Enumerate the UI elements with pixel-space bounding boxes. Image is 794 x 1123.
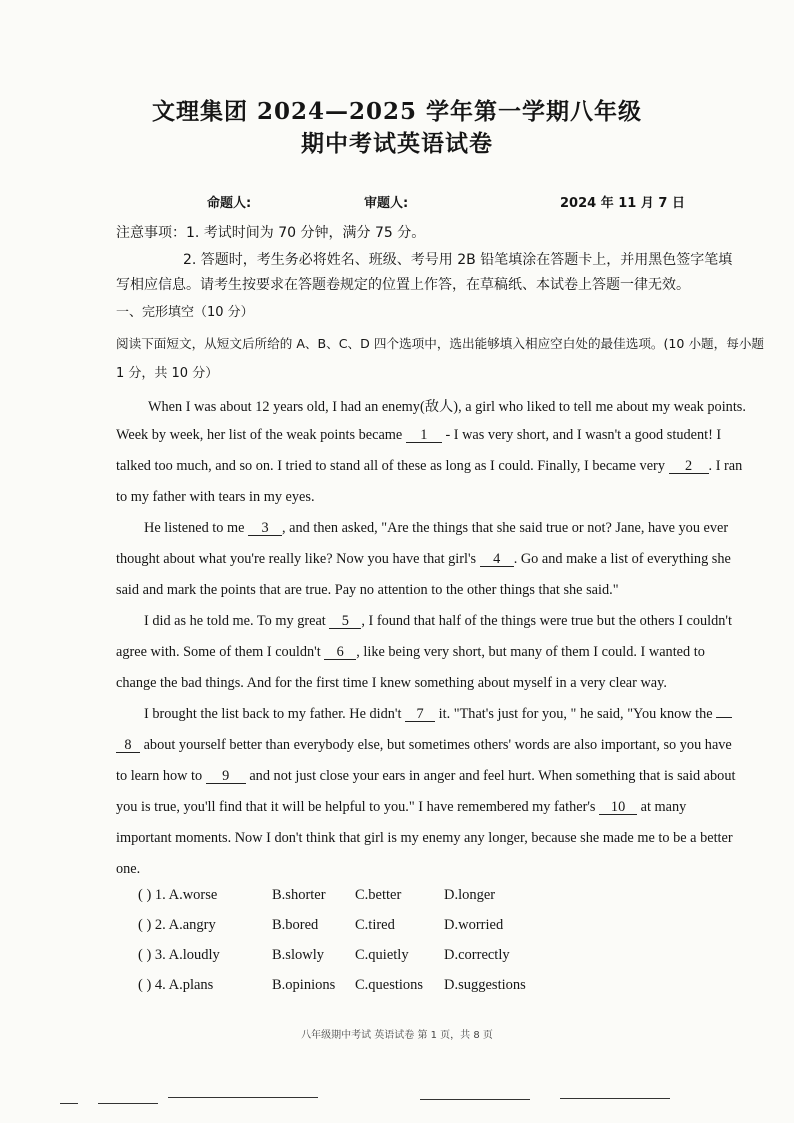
question-3-option-b: B.slowly	[272, 947, 324, 963]
blank-3: 3	[248, 521, 282, 536]
blank-1: 1	[406, 428, 442, 443]
section-heading: 一、完形填空（10 分）	[116, 305, 254, 320]
reviewer-label: 审题人:	[364, 196, 409, 211]
passage-text: agree with. Some of them I couldn't	[116, 644, 321, 660]
passage-text: . Go and make a list of everything she	[513, 551, 731, 567]
question-2-option-d: D.worried	[444, 917, 504, 933]
scan-artifact-line	[98, 1103, 158, 1104]
passage-text: , like being very short, but many of them I could. I wanted to	[356, 644, 705, 660]
blank-2: 2	[669, 459, 709, 474]
question-1-stem: ( ) 1. A.worse	[138, 887, 218, 903]
blank-5: 5	[329, 614, 361, 629]
passage-line	[116, 427, 721, 444]
passage-text: , and then asked, "Are the things that she said true or not? Jane, have you ever	[282, 520, 729, 536]
passage-line: said and mark the points that are true. Pay no attention to the other things that she said."	[116, 582, 619, 598]
question-4-stem: ( ) 4. A.plans	[138, 977, 214, 993]
passage-text: , I found that half of the things were true but the others I couldn't	[361, 613, 732, 629]
section-instruction-1: 阅读下面短文，从短文后所给的 A、B、C、D 四个选项中，选出能够填入相应空白处的最佳选项。(10 小题，每小题	[116, 336, 765, 351]
page-footer: 八年级期中考试 英语试卷 第 1 页，共 8 页	[301, 1030, 493, 1041]
passage-line	[116, 768, 735, 785]
question-3-option-c: C.quietly	[355, 947, 409, 963]
question-4-option-b: B.opinions	[272, 977, 336, 993]
blank-9: 9	[206, 769, 246, 784]
question-4-option-d: D.suggestions	[444, 977, 526, 993]
passage-line: to my father with tears in my eyes.	[116, 489, 315, 505]
passage-text: to learn how to	[116, 768, 203, 784]
question-1-option-b: B.shorter	[272, 887, 326, 903]
passage-line: change the bad things. And for the first time I knew something about myself in a very clear way.	[116, 675, 667, 691]
passage-text: and not just close your ears in anger and feel hurt. When something that is said about	[249, 768, 736, 784]
passage-line	[144, 613, 732, 630]
exam-title-line1: 文理集团 2024—2025 学年第一学期八年级	[151, 98, 643, 125]
blank-6: 6	[324, 645, 356, 660]
passage-line	[116, 551, 731, 568]
author-label: 命题人:	[207, 196, 252, 211]
scan-artifact-line	[168, 1097, 318, 1098]
exam-title-line2: 期中考试英语试卷	[301, 130, 493, 157]
passage-text: at many	[640, 799, 687, 815]
passage-text: you is true, you'll find that it will be helpful to you." I have remembered my father's	[116, 799, 596, 815]
passage-text: Week by week, her list of the weak points became	[116, 427, 403, 443]
passage-line: important moments. Now I don't think that girl is my enemy any longer, because she made me to be a better	[116, 830, 733, 846]
passage-text: thought about what you're really like? Now you have that girl's	[116, 551, 477, 567]
question-1-option-c: C.better	[355, 887, 402, 903]
notes-line-3: 写相应信息。请考生按要求在答题卷规定的位置上作答，在草稿纸、本试卷上答题一律无效。	[116, 277, 690, 293]
blank-4: 4	[480, 552, 514, 567]
question-2-stem: ( ) 2. A.angry	[138, 917, 216, 933]
passage-text: . I ran	[708, 458, 743, 474]
question-3-option-d: D.correctly	[444, 947, 510, 963]
passage-text: I did as he told me. To my great	[144, 613, 326, 629]
blank-7: 7	[405, 707, 435, 722]
blank-8-start	[716, 717, 732, 718]
notes-line-2: 2. 答题时，考生务必将姓名、班级、考号用 2B 铅笔填涂在答题卡上，并用黑色签字笔填	[183, 252, 733, 268]
passage-text: talked too much, and so on. I tried to stand all of these as long as I could. Finally, I became very	[116, 458, 665, 474]
scan-artifact-line	[60, 1103, 78, 1104]
passage-line	[116, 799, 686, 816]
blank-10: 10	[599, 800, 637, 815]
question-4-option-c: C.questions	[355, 977, 424, 993]
question-1-option-d: D.longer	[444, 887, 496, 903]
question-3-stem: ( ) 3. A.loudly	[138, 947, 220, 963]
scan-artifact-line	[560, 1098, 670, 1099]
passage-line: When I was about 12 years old, I had an enemy(敌人), a girl who liked to tell me about my weak points.	[148, 399, 746, 415]
passage-text: about yourself better than everybody else, but sometimes others' words are also important, so you have	[143, 737, 732, 753]
passage-line	[116, 737, 732, 754]
passage-text: - I was very short, and I wasn't a good student! I	[445, 427, 722, 443]
passage-line	[116, 458, 742, 475]
blank-8: 8	[116, 738, 140, 753]
passage-line	[116, 644, 705, 661]
passage-line: one.	[116, 861, 141, 877]
exam-date: 2024 年 11 月 7 日	[560, 196, 685, 211]
notes-line-1: 注意事项：1. 考试时间为 70 分钟，满分 75 分。	[116, 225, 426, 241]
scan-artifact-line	[420, 1099, 530, 1100]
passage-text: He listened to me	[144, 520, 245, 536]
question-2-option-c: C.tired	[355, 917, 395, 933]
section-instruction-2: 1 分，共 10 分）	[116, 366, 219, 381]
passage-text: it. "That's just for you, " he said, "You know the	[438, 706, 713, 722]
passage-line	[144, 520, 728, 537]
passage-line	[144, 706, 732, 723]
passage-text: I brought the list back to my father. He didn't	[144, 706, 402, 722]
question-2-option-b: B.bored	[272, 917, 319, 933]
